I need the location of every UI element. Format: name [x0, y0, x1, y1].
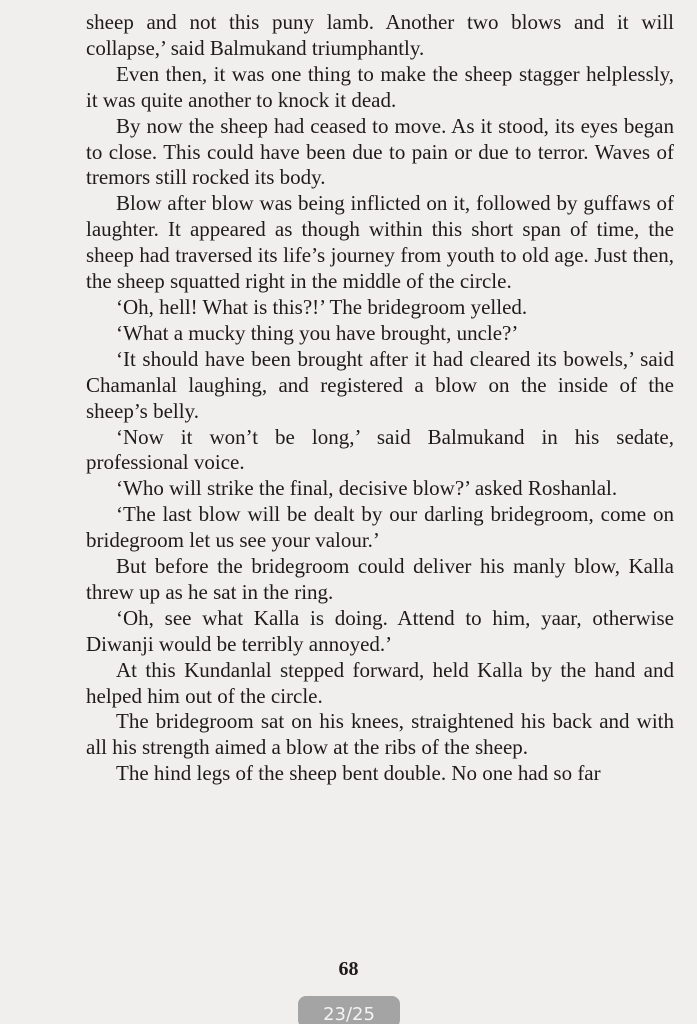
paragraph: ‘Oh, see what Kalla is doing. Attend to him, yaar, otherwise Diwanji would be terribly annoyed.’: [86, 605, 674, 656]
page-text: [86, 10, 674, 787]
paragraph: ‘Now it won’t be long,’ said Balmukand in his sedate, professional voice.: [86, 424, 674, 475]
paragraph: Even then, it was one thing to make the sheep stagger helplessly, it was quite another to knock it dead.: [86, 61, 674, 112]
paragraph: ‘It should have been brought after it had cleared its bowels,’ said Chamanlal laughing, and registered a blow on the inside of the sheep’s belly.: [86, 346, 674, 423]
paragraph: The hind legs of the sheep bent double. No one had so far: [116, 761, 601, 786]
paragraph: Blow after blow was being inflicted on it, followed by guffaws of laughter. It appeared as though within this short span of time, the sheep had traversed its life’s journey from youth to old age. Just then, the sheep squatted right in the middle of the circle.: [86, 191, 674, 294]
page-indicator[interactable]: 23/25: [298, 996, 400, 1024]
paragraph: At this Kundanlal stepped forward, held Kalla by the hand and helped him out of the circle.: [86, 657, 674, 708]
paragraph: By now the sheep had ceased to move. As it stood, its eyes began to close. This could have been due to pain or due to terror. Waves of tremors still rocked its body.: [86, 113, 674, 190]
paragraph: ‘Who will strike the final, decisive blow?’ asked Roshanlal.: [116, 476, 618, 501]
paragraph: The bridegroom sat on his knees, straightened his back and with all his strength aimed a blow at the ribs of the sheep.: [86, 709, 674, 760]
paragraph: But before the bridegroom could deliver his manly blow, Kalla threw up as he sat in the ring.: [86, 554, 674, 604]
paragraph: ‘What a mucky thing you have brought, uncle?’: [116, 320, 519, 345]
page-number: 68: [338, 958, 359, 980]
paragraph: ‘Oh, hell! What is this?!’ The bridegroom yelled.: [116, 294, 528, 319]
paragraph: ‘The last blow will be dealt by our darling bridegroom, come on bridegroom let us see your valour.’: [86, 502, 674, 553]
paragraph: sheep and not this puny lamb. Another two blows and it will collapse,’ said Balmukand triumphantly.: [86, 10, 674, 60]
